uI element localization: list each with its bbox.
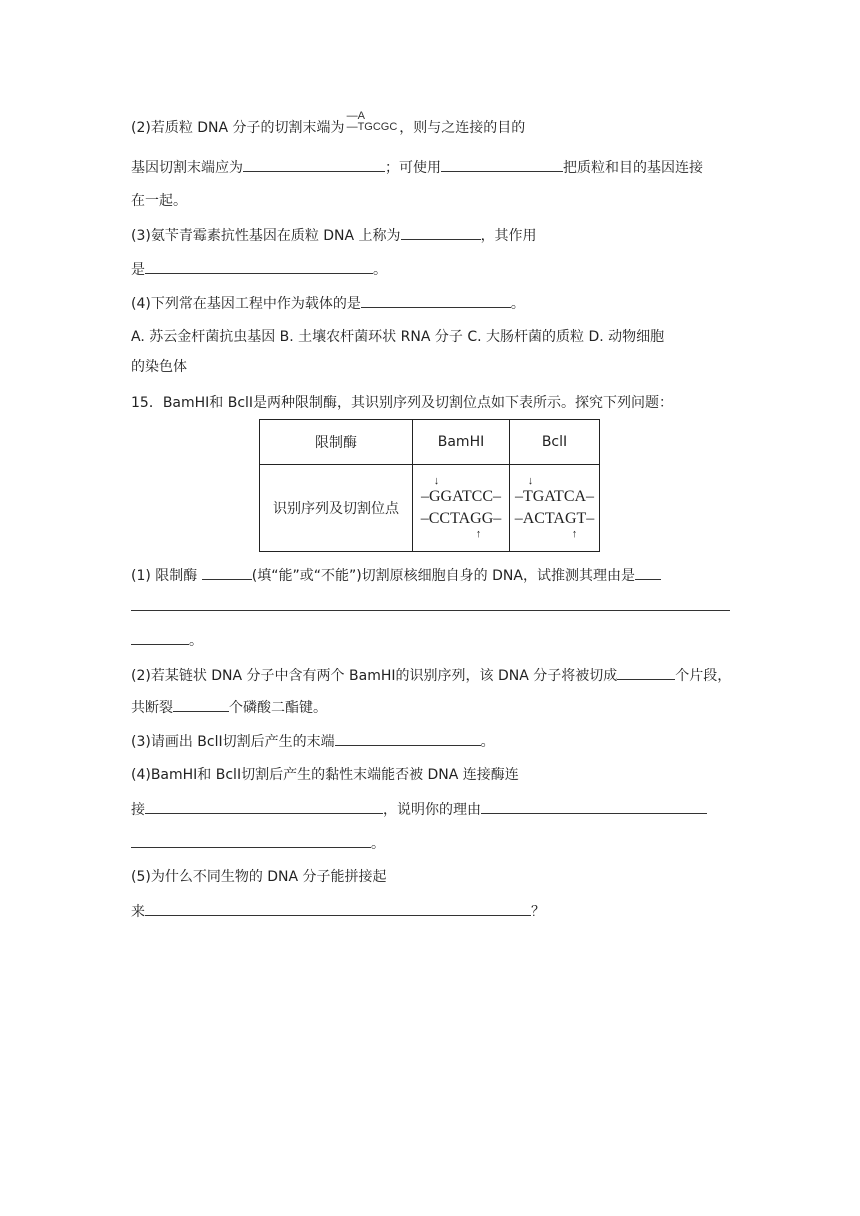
answer-blank[interactable] — [335, 731, 481, 746]
q15-intro: 15．BamHⅠ和 BclⅠ是两种限制酶，其识别序列及切割位点如下表所示。探究下列问题： — [131, 395, 674, 411]
bamh-sequence-cell — [413, 465, 510, 552]
answer-blank[interactable] — [131, 833, 371, 848]
q2-suffix: ，则与之连接的目的 — [399, 120, 526, 136]
q15-s4-line3 — [131, 833, 385, 854]
answer-blank[interactable] — [173, 697, 229, 712]
answer-blank[interactable] — [145, 799, 383, 814]
q15-s4-end: 。 — [371, 836, 385, 852]
cut-arrow-down-icon: ↓ — [527, 475, 534, 487]
answer-blank[interactable] — [361, 293, 511, 308]
q4-options-line1: A. 苏云金杆菌抗虫基因 B. 土壤农杆菌环状 RNA 分子 C. 大肠杆菌的质粒 D. 动物细胞 — [131, 329, 665, 345]
q15-s5-text-b: 来 — [131, 904, 145, 920]
table-row-label: 识别序列及切割位点 — [260, 465, 413, 552]
q2-text-b: ；可使用 — [385, 160, 441, 176]
sticky-end-bottom: —TGCGC — [346, 121, 398, 133]
q4-text-b: 。 — [510, 296, 525, 312]
enzyme-table — [259, 419, 600, 552]
q15-s5-text-c: ？ — [531, 904, 545, 920]
q15-s2-text-a: (2)若某链状 DNA 分子中含有两个 BamHⅠ的识别序列，该 DNA 分子将被切成 — [131, 668, 618, 684]
answer-blank[interactable] — [635, 565, 661, 580]
q2-line3: 在一起。 — [131, 193, 187, 209]
q3-line2 — [131, 259, 387, 280]
q15-s2-text-c: 共断裂 — [131, 700, 173, 716]
answer-line[interactable] — [131, 610, 730, 611]
cut-arrow-down-icon: ↓ — [433, 475, 440, 487]
answer-blank[interactable] — [145, 901, 531, 916]
q2-text-a: 基因切割末端应为 — [131, 160, 243, 176]
table-header-bcl: BclⅠ — [510, 420, 600, 465]
answer-blank[interactable] — [401, 225, 481, 240]
q4-options-line2: 的染色体 — [131, 359, 187, 375]
q2-line1 — [131, 110, 526, 139]
q3-text-a: (3)氨苄青霉素抗性基因在质粒 DNA 上称为 — [131, 228, 401, 244]
cut-arrow-up-icon: ↑ — [475, 528, 482, 540]
q4-stem — [131, 293, 525, 314]
table-header-enzyme: 限制酶 — [260, 420, 413, 465]
answer-blank[interactable] — [202, 565, 252, 580]
sticky-end-top: —A — [346, 110, 365, 122]
q15-s3-text-b: 。 — [480, 734, 495, 750]
q15-s4-text-b: 接 — [131, 802, 145, 818]
bcl-sequence — [514, 475, 595, 540]
q2-text-c: 把质粒和目的基因连接 — [563, 160, 703, 176]
cut-arrow-up-icon: ↑ — [571, 528, 578, 540]
q15-s3 — [131, 731, 495, 752]
sticky-end-figure — [347, 111, 398, 133]
q15-s4-line2 — [131, 799, 707, 820]
answer-blank[interactable] — [617, 665, 675, 680]
table-header-bamh: BamHⅠ — [413, 420, 510, 465]
table-header-row — [260, 420, 600, 465]
q15-s1-text-b: (填“能”或“不能”)切割原核细胞自身的 DNA，试推测其理由是 — [251, 568, 635, 584]
q15-s5-line2 — [131, 901, 545, 922]
q3-line1 — [131, 225, 537, 246]
bcl-sequence-cell — [510, 465, 600, 552]
bcl-bottom-strand: –ACTAGT– — [514, 510, 595, 527]
q3-text-c: 是 — [131, 262, 145, 278]
q15-s2-line2 — [131, 697, 327, 718]
q15-s2-text-b: 个片段， — [675, 668, 732, 684]
q2-prefix: (2)若质粒 DNA 分子的切割末端为 — [131, 120, 345, 136]
q4-text-a: (4)下列常在基因工程中作为载体的是 — [131, 296, 361, 312]
q3-text-d: 。 — [373, 262, 387, 278]
bamh-top-strand: –GGATCC– — [420, 488, 501, 505]
answer-blank[interactable] — [441, 157, 563, 172]
bcl-top-strand: –TGATCA– — [514, 488, 595, 505]
q2-line2 — [131, 157, 703, 178]
q15-s4-text-c: ，说明你的理由 — [383, 802, 481, 818]
answer-blank[interactable] — [131, 630, 189, 645]
q15-s1-line1 — [131, 565, 661, 586]
q15-s1-text-a: (1) 限制酶 — [131, 568, 202, 584]
bamh-sequence — [420, 475, 502, 540]
q15-s2-line1 — [131, 665, 731, 686]
answer-blank[interactable] — [481, 799, 707, 814]
q15-s1-end: 。 — [189, 633, 203, 649]
q15-s4-line1: (4)BamHⅠ和 BclⅠ切割后产生的黏性末端能否被 DNA 连接酶连 — [131, 767, 519, 783]
q15-s5-line1: (5)为什么不同生物的 DNA 分子能拼接起 — [131, 869, 387, 885]
answer-blank[interactable] — [243, 157, 385, 172]
q3-text-b: ，其作用 — [480, 228, 537, 244]
q15-s1-line3 — [131, 630, 203, 651]
answer-blank[interactable] — [145, 259, 373, 274]
bamh-bottom-strand: –CCTAGG– — [420, 510, 502, 527]
q15-s3-text-a: (3)请画出 BclⅠ切割后产生的末端 — [131, 734, 335, 750]
q15-s2-text-d: 个磷酸二酯键。 — [229, 700, 327, 716]
table-row — [260, 465, 600, 552]
